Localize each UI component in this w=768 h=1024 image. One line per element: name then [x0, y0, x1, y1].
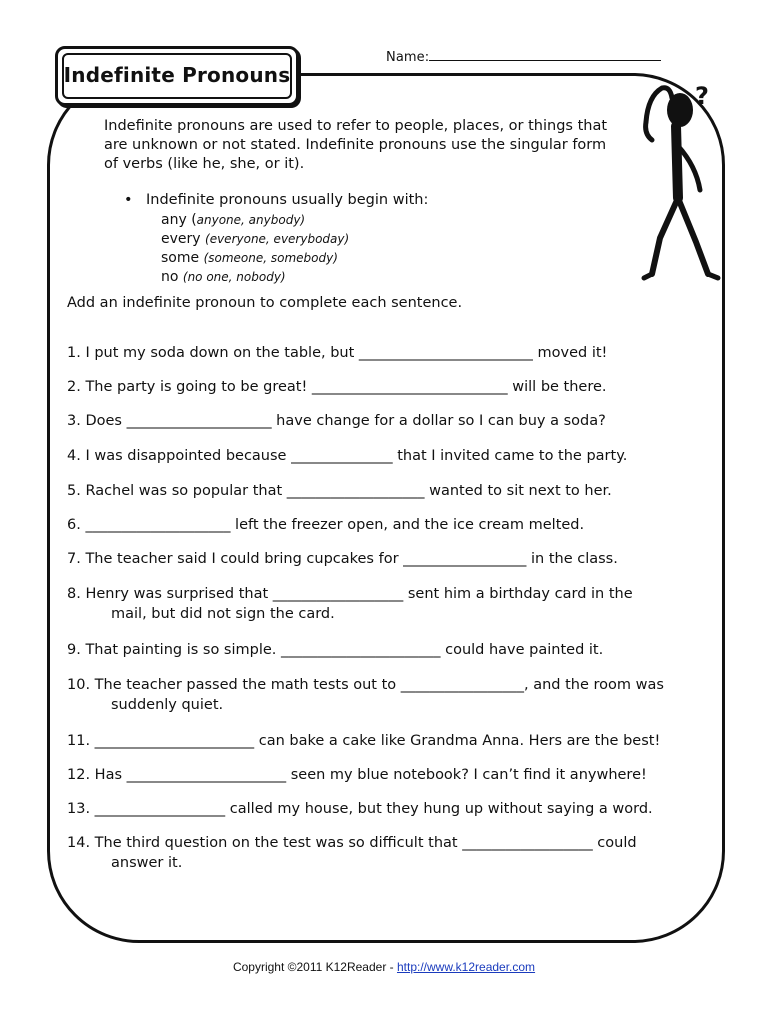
begin-word-item [161, 249, 349, 268]
question-text: 7. The teacher said I could bring cupcakes for _________________ in the class. [67, 551, 618, 567]
name-blank-line[interactable] [429, 48, 661, 61]
question-item[interactable] [67, 377, 727, 397]
question-item[interactable] [67, 411, 727, 431]
begin-word-examples: (someone, somebody) [203, 251, 338, 265]
question-text: 6. ____________________ left the freezer open, and the ice cream melted. [67, 517, 585, 533]
question-item[interactable] [67, 731, 727, 751]
question-text: 4. I was disappointed because ______________ that I invited came to the party. [67, 448, 628, 464]
begin-word-examples: (everyone, everyboday) [205, 232, 350, 246]
title-box [55, 46, 299, 106]
question-item[interactable] [67, 481, 727, 501]
question-mark: ? [695, 82, 709, 110]
question-text: 9. That painting is so simple. ______________________ could have painted it. [67, 642, 604, 658]
question-item[interactable] [67, 343, 727, 363]
page-title: Indefinite Pronouns [63, 63, 291, 87]
question-item[interactable] [67, 765, 727, 785]
name-label: Name: [386, 50, 430, 65]
bullet-item [124, 192, 428, 208]
question-text: 14. The third question on the test was so difficult that __________________ could [67, 835, 637, 851]
begin-word-list [161, 211, 349, 287]
question-text: 2. The party is going to be great! ___________________________ will be there. [67, 379, 607, 395]
bullet-marker: • [124, 192, 133, 208]
begin-word: any ( [161, 212, 197, 228]
question-text: 1. I put my soda down on the table, but ________________________ moved it! [67, 345, 608, 361]
question-text: 5. Rachel was so popular that ___________________ wanted to sit next to her. [67, 483, 612, 499]
begin-word: every [161, 231, 206, 247]
name-field[interactable] [386, 48, 661, 65]
k12reader-link[interactable]: http://www.k12reader.com [396, 960, 536, 974]
question-continuation: suddenly quiet. [111, 697, 224, 713]
bullet-text: Indefinite pronouns usually begin with: [146, 192, 429, 208]
question-text: 11. ______________________ can bake a cake like Grandma Anna. Hers are the best! [67, 733, 661, 749]
begin-word: no [161, 269, 183, 285]
question-item[interactable] [67, 675, 727, 715]
begin-word-examples: anyone, anybody) [196, 213, 306, 227]
copyright-text: Copyright ©2011 K12Reader - [232, 960, 397, 974]
footer [0, 960, 768, 974]
instruction-text: Add an indefinite pronoun to complete each sentence. [67, 295, 463, 311]
question-item[interactable] [67, 833, 727, 873]
question-item[interactable] [67, 584, 727, 624]
question-continuation: mail, but did not sign the card. [111, 606, 335, 622]
begin-word-examples: (no one, nobody) [182, 270, 286, 284]
question-item[interactable] [67, 799, 727, 819]
begin-word-item [161, 230, 349, 249]
question-text: 3. Does ____________________ have change for a dollar so I can buy a soda? [67, 413, 606, 429]
intro-paragraph: Indefinite pronouns are used to refer to people, places, or things that are unknown or not stated. Indefinite pronouns use the singular form of verbs (like he, she, or it). [104, 118, 608, 172]
begin-word-item [161, 268, 349, 287]
question-item[interactable] [67, 515, 727, 535]
question-text: 13. __________________ called my house, but they hung up without saying a word. [67, 801, 653, 817]
question-text: 8. Henry was surprised that __________________ sent him a birthday card in the [67, 586, 633, 602]
question-item[interactable] [67, 640, 727, 660]
question-text: 12. Has ______________________ seen my blue notebook? I can’t find it anywhere! [67, 767, 647, 783]
begin-word-item [161, 211, 349, 230]
begin-word: some [161, 250, 204, 266]
question-item[interactable] [67, 446, 727, 466]
confused-stick-figure-icon [640, 78, 726, 284]
question-item[interactable] [67, 549, 727, 569]
question-text: 10. The teacher passed the math tests out to _________________, and the room was [67, 677, 664, 693]
question-continuation: answer it. [111, 855, 183, 871]
